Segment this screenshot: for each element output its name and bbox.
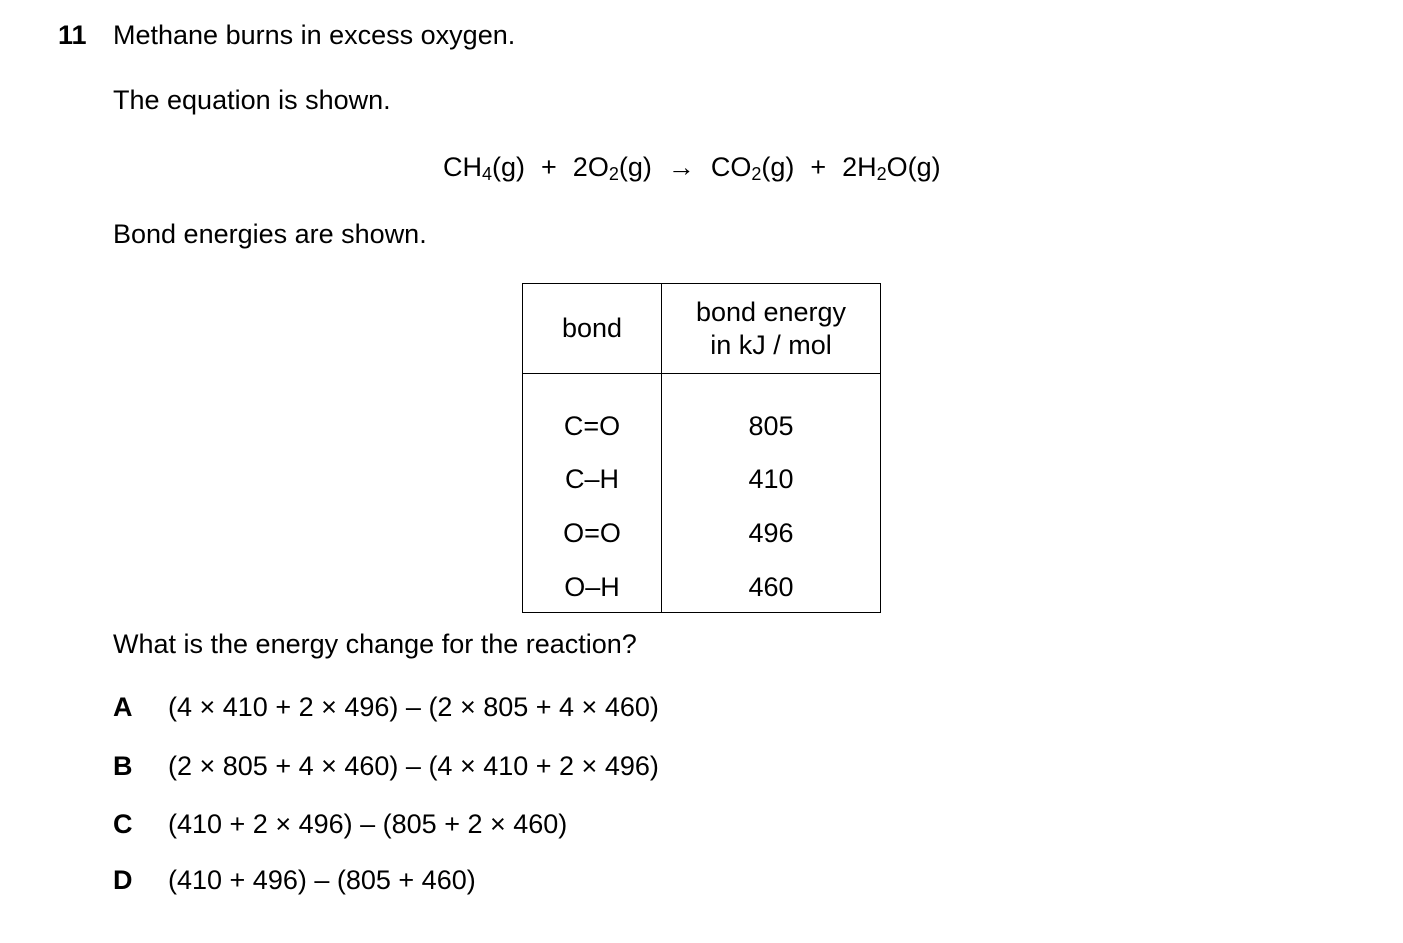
product-water: $2H_2O(g)$ (842, 152, 941, 184)
bond-cell: O–H (523, 560, 662, 613)
option-text-c[interactable]: (410 + 2 × 496) – (805 + 2 × 460) (168, 809, 568, 839)
plus-sign: + (541, 152, 557, 182)
option-text-b[interactable]: (2 × 805 + 4 × 460) – (4 × 410 + 2 × 496) (168, 751, 659, 781)
table-header-row (523, 284, 881, 374)
energy-cell: 805 (662, 374, 881, 453)
table-row (523, 560, 881, 613)
question-stem-line-1: Methane burns in excess oxygen. (113, 20, 516, 50)
energy-cell: 460 (662, 560, 881, 613)
option-letter-c[interactable]: C (113, 809, 133, 839)
table-row (523, 374, 881, 453)
bond-cell: O=O (523, 506, 662, 560)
header-bond-energy: bond energy in kJ / mol (662, 284, 881, 374)
reactant-methane: $CH_4(g)$ (443, 152, 526, 184)
reactant-oxygen: $2O_2(g)$ (572, 152, 652, 184)
energy-cell: 410 (662, 452, 881, 506)
option-text-a[interactable]: (4 × 410 + 2 × 496) – (2 × 805 + 4 × 460) (168, 692, 659, 722)
bond-cell: C=O (523, 374, 662, 453)
question-stem-line-2: The equation is shown. (113, 85, 391, 115)
option-text-d[interactable]: (410 + 496) – (805 + 460) (168, 865, 476, 895)
option-letter-b[interactable]: B (113, 751, 133, 781)
question-number: 11 (58, 20, 87, 50)
question-prompt: What is the energy change for the reaction? (113, 629, 637, 659)
reaction-arrow: → (667, 152, 695, 182)
energy-cell: 496 (662, 506, 881, 560)
chemical-equation (443, 152, 941, 184)
bond-cell: C–H (523, 452, 662, 506)
option-letter-a[interactable]: A (113, 692, 133, 722)
product-carbon-dioxide: $CO_2(g)$ (710, 152, 795, 184)
header-bond: bond (523, 284, 662, 374)
bond-energy-table (522, 283, 881, 613)
question-stem-line-3: Bond energies are shown. (113, 219, 427, 249)
option-letter-d[interactable]: D (113, 865, 133, 895)
table-row (523, 452, 881, 506)
table-row (523, 506, 881, 560)
plus-sign: + (810, 152, 827, 182)
